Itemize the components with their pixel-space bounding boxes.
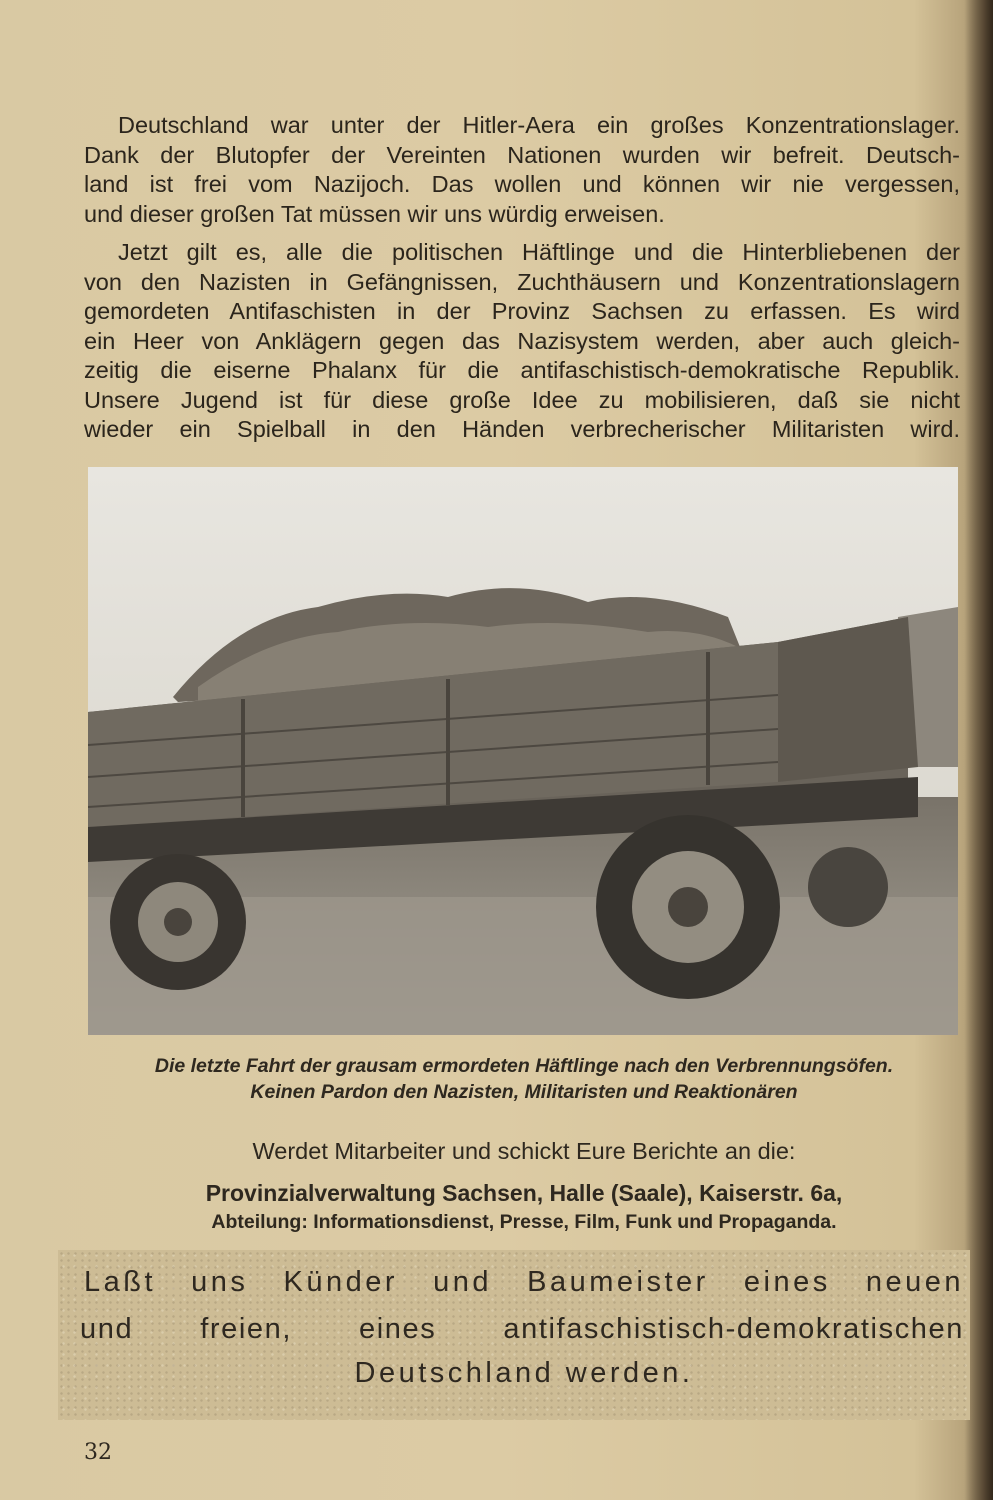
text-line: wieder ein Spielball in den Händen verbrecherischer Militaristen wird. [84, 416, 960, 442]
page-number: 32 [84, 1440, 112, 1465]
photo-caption-line-2: Keinen Pardon den Nazisten, Militaristen und Reaktionären [250, 1081, 798, 1103]
text-line: Jetzt gilt es, alle die politischen Häftlinge und die Hinterbliebenen der [118, 239, 960, 265]
historical-photograph [88, 467, 958, 1035]
call-to-action: Werdet Mitarbeiter und schickt Eure Berichte an die: [252, 1138, 796, 1164]
text-line: gemordeten Antifaschisten in der Provinz Sachsen zu erfassen. Es wird [84, 298, 960, 324]
text-line: von den Nazisten in Gefängnissen, Zuchthäusern und Konzentrationslagern [84, 268, 960, 295]
slogan-line-2: und freien, eines antifaschistisch-demokratischen [80, 1313, 964, 1345]
slogan-line-1: Laßt uns Künder und Baumeister eines neuen [84, 1266, 964, 1298]
text-line: ein Heer von Anklägern gegen das Nazisystem werden, aber auch gleich- [84, 327, 960, 354]
text-line: land ist frei vom Nazijoch. Das wollen und können wir nie vergessen, [84, 171, 960, 197]
paragraph-appeal [84, 238, 960, 445]
slogan-line-3: Deutschland werden. [354, 1357, 694, 1389]
text-line: und dieser großen Tat müssen wir uns würdig erweisen. [84, 200, 665, 227]
address-line: Provinzialverwaltung Sachsen, Halle (Saale), Kaiserstr. 6a, [205, 1180, 843, 1206]
text-line: Deutschland war unter der Hitler-Aera ein großes Konzentrationslager. [118, 112, 960, 138]
text-line: Unsere Jugend ist für diese große Idee zu mobilisieren, daß sie nicht [84, 386, 960, 413]
text-line: Dank der Blutopfer der Vereinten Nationen wurden wir befreit. Deutsch- [84, 141, 960, 168]
text-line: zeitig die eiserne Phalanx für die antifaschistisch-demokratische Republik. [84, 357, 960, 383]
paragraph-intro [84, 111, 960, 229]
department-line: Abteilung: Informationsdienst, Presse, Film, Funk und Propaganda. [211, 1211, 837, 1233]
photo-caption-line-1: Die letzte Fahrt der grausam ermordeten Häftlinge nach den Verbrennungsöfen. [154, 1055, 894, 1077]
